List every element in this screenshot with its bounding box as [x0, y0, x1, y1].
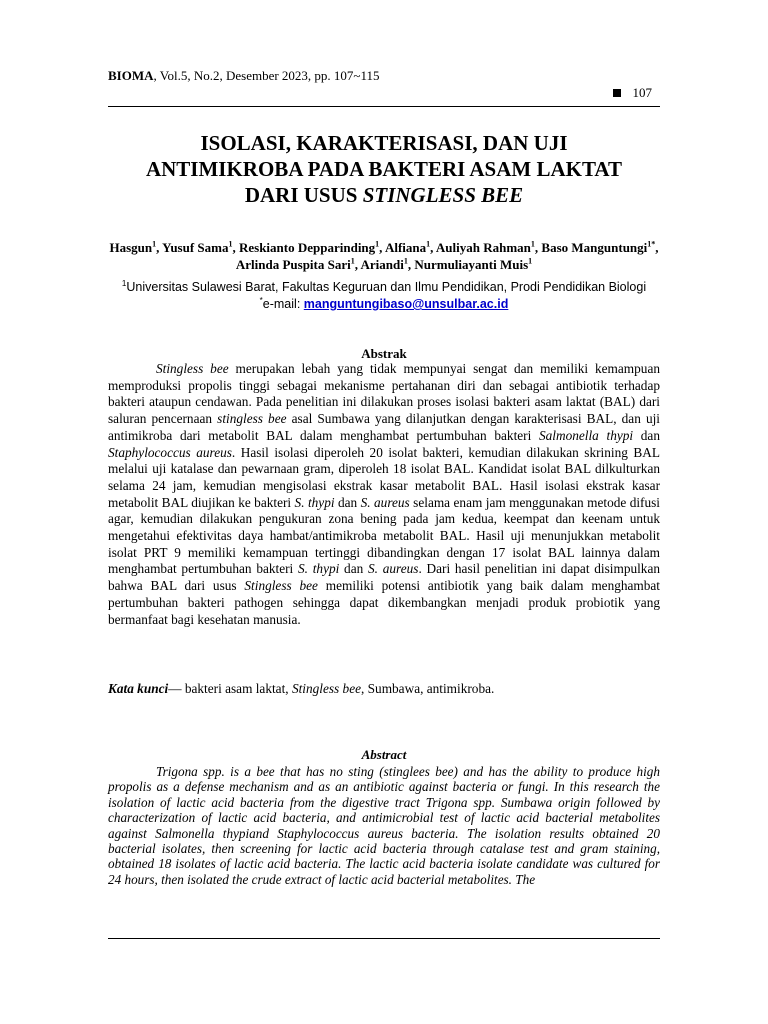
- keywords-label: Kata kunci: [108, 681, 169, 696]
- author: , Yusuf Sama: [156, 240, 229, 255]
- journal-volume-info: , Vol.5, No.2, Desember 2023, pp. 107~115: [153, 68, 380, 83]
- keywords-line: Kata kunci— bakteri asam laktat, Stingless bee, Sumbawa, antimikroba.: [108, 681, 495, 696]
- header-rule: [108, 106, 660, 107]
- email-line: *e-mail: manguntungibaso@unsulbar.ac.id: [259, 295, 509, 311]
- paper-title: [108, 130, 660, 208]
- title-line-2: ANTIMIKROBA PADA BAKTERI ASAM LAKTAT: [145, 157, 623, 181]
- title-line-1: ISOLASI, KARAKTERISASI, DAN UJI: [200, 131, 568, 155]
- author: , Ariandi: [354, 257, 404, 272]
- journal-name: BIOMA: [108, 68, 154, 83]
- square-bullet-icon: [613, 89, 621, 97]
- title-italic-term: STINGLESS BEE: [362, 183, 524, 207]
- title-line-3: DARI USUS STINGLESS BEE: [244, 183, 524, 207]
- author: Hasgun: [109, 240, 153, 255]
- author: , Auliyah Rahman: [430, 240, 531, 255]
- abstrak-heading: Abstrak: [361, 346, 407, 361]
- abstract-heading: Abstract: [361, 747, 407, 762]
- footer-rule: [108, 938, 660, 939]
- page-number-block: [613, 85, 653, 101]
- author: , Arlinda Puspita Sari: [235, 240, 659, 272]
- abstrak-body: Stingless bee merupakan lebah yang tidak mempunyai sengat dan memiliki kemampuan memproduksi propolis tinggi sebagai mekanisme pertahanan diri dan sebagai antibiotik terhadap bakteri ataupun cendawan. Pada penelitian ini dilakukan proses isolasi bakteri asam laktat (BAL) dari saluran pencernaan stingless bee asal Sumbawa yang dilanjutkan dengan karakterisasi BAL, dan uji antimikroba dari metabolit BAL dalam menghambat pertumbuhan bakteri Salmonella thypi dan Staphylococcus aureus. Hasil isolasi diperoleh 20 isolat bakteri, kemudian dilakukan skrining BAL melalui uji katalase dan pewarnaan gram, diperoleh 18 isolat BAL. Kandidat isolat BAL dilkulturkan selama 24 jam, kemudian mengisolasi ekstrak kasar metabolit BAL. Hasil isolasi ekstrak kasar metabolit BAL diujikan ke bakteri S. thypi dan S. aureus selama enam jam menggunakan metode difusi agar, kemudian dilakukan pengukuran zona bening pada jam kedua, keempat dan keenam untuk mengetahui efektivitas daya hambat/antimikroba metabolit BAL. Hasil uji menunjukkan metabolit isolat PRT 9 memiliki kemampuan tertinggi dibandingkan dengan 17 isolat BAL lainnya dalam menghambat pertumbuhan bakteri S. thypi dan S. aureus. Dari hasil penelitian ini dapat disimpulkan bahwa BAL dari usus Stingless bee memiliki potensi antibiotik yang baik dalam menghambat pertumbuhan bakteri pathogen sehingga dapat dikembangkan menjadi produk probiotik yang bermanfaat bagi kesehatan manusia.: [108, 361, 661, 627]
- author: , Nurmuliayanti Muis: [407, 257, 529, 272]
- author: , Alfiana: [379, 240, 427, 255]
- affiliation-block: [108, 279, 660, 313]
- page-number: 107: [632, 85, 652, 100]
- author-list: Hasgun$^1$, Yusuf Sama$^1$, Reskianto Depparinding$^1$, Alfiana$^1$, Auliyah Rahman$^1$, Baso Manguntungi$^{1*}$, Arlinda Puspita Sari$^1$, Ariandi$^1$, Nurmuliayanti Muis$^1$: [109, 239, 659, 272]
- author: , Baso Manguntungi: [534, 240, 648, 255]
- affiliation: $^1$Universitas Sulawesi Barat, Fakultas Keguruan dan Ilmu Pendidikan, Prodi Pendidikan Biologi: [121, 278, 647, 294]
- author: , Reskianto Depparinding: [232, 240, 376, 255]
- abstract-body: Trigona spp. is a bee that has no sting (stinglees bee) and has the ability to produce high propolis as a defense mechanism and as an antibiotic against bacteria or fungi. In this research the isolation of lactic acid bacteria from the digestive tract Trigona spp. Sumbawa origin followed by characterization of lactic acid bacteria, and antimicrobial test of lactic acid bacterial metabolites against Salmonella thypiand Staphylococcus aureus bacteria. The isolation results obtained 20 bacterial isolates, then screening for lactic acid bacteria through catalase test and gram staining, obtained 18 isolates of lactic acid bacteria. The lactic acid bacteria isolate candidate was cultured for 24 hours, then isolated the crude extract of lactic acid bacterial metabolites. The: [108, 764, 660, 887]
- journal-header: [108, 68, 379, 84]
- email-link[interactable]: manguntungibaso@unsulbar.ac.id: [303, 297, 509, 311]
